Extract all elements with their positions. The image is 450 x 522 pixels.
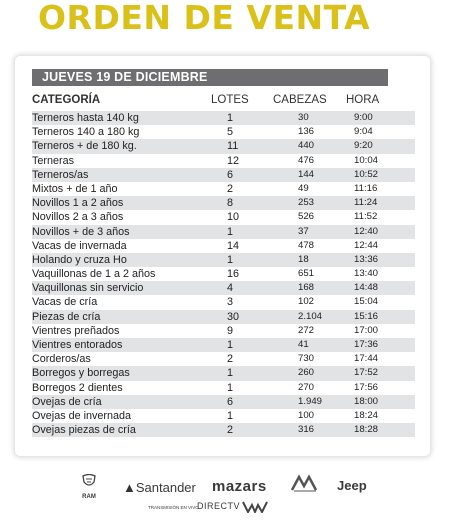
lotes-cell: 6 <box>227 168 234 181</box>
hora-cell: 9:20 <box>354 140 373 152</box>
schedule-table <box>32 111 415 437</box>
categoria-cell: Vacas de invernada <box>32 239 127 252</box>
lotes-cell: 5 <box>227 126 234 139</box>
ram-text: RAM <box>82 494 96 500</box>
table-row <box>32 423 415 437</box>
categoria-cell: Vientres preñados <box>32 324 120 337</box>
cabezas-cell: 100 <box>298 409 315 421</box>
m-brand-icon <box>290 474 320 492</box>
hora-cell: 15:16 <box>354 310 379 322</box>
lotes-cell: 1 <box>227 409 234 422</box>
table-row <box>32 338 415 352</box>
hora-cell: 10:04 <box>354 154 379 166</box>
hora-cell: 11:16 <box>354 182 378 194</box>
cabezas-cell: 102 <box>298 296 315 308</box>
cabezas-cell: 168 <box>298 282 315 294</box>
hora-cell: 18:00 <box>354 395 379 407</box>
categoria-cell: Ovejas piezas de cría <box>32 424 136 437</box>
cabezas-cell: 136 <box>298 126 315 138</box>
table-row <box>32 395 415 409</box>
lotes-cell: 10 <box>227 211 240 224</box>
table-row <box>32 168 415 182</box>
lotes-cell: 1 <box>227 339 234 351</box>
categoria-cell: Novillos 2 a 3 años <box>32 211 124 224</box>
cabezas-cell: 37 <box>298 225 309 237</box>
lotes-cell: 16 <box>227 268 240 281</box>
lotes-cell: 1 <box>227 112 234 124</box>
hora-cell: 10:52 <box>354 168 379 180</box>
table-row <box>32 139 415 153</box>
table-row <box>32 267 415 281</box>
table-row <box>32 324 415 338</box>
lotes-cell: 1 <box>227 253 234 266</box>
categoria-cell: Mixtos + de 1 año <box>32 182 118 195</box>
table-row <box>32 253 415 267</box>
categoria-cell: Vientres entorados <box>32 339 123 351</box>
cabezas-cell: 478 <box>298 239 315 251</box>
table-row <box>32 182 415 196</box>
cabezas-cell: 253 <box>298 197 315 209</box>
cabezas-cell: 316 <box>298 424 315 436</box>
w-brand-icon <box>242 501 268 513</box>
categoria-cell: Vacas de cría <box>32 296 98 309</box>
lotes-cell: 6 <box>227 395 234 408</box>
cabezas-cell: 651 <box>298 268 315 280</box>
sponsor-logos <box>0 470 450 522</box>
table-row <box>32 281 415 295</box>
categoria-cell: Terneros hasta 140 kg <box>32 112 139 124</box>
w-brand-logo <box>242 500 268 518</box>
categoria-cell: Novillos + de 3 años <box>32 225 130 238</box>
hora-cell: 11:24 <box>354 197 378 209</box>
header-categoria: CATEGORÍA <box>32 94 101 106</box>
table-row <box>32 196 415 210</box>
lotes-cell: 14 <box>227 239 240 252</box>
categoria-cell: Piezas de cría <box>32 310 101 323</box>
table-row <box>32 295 415 309</box>
hora-cell: 13:40 <box>354 268 379 280</box>
page-title: ORDEN DE VENTA <box>38 0 371 37</box>
categoria-cell: Terneros 140 a 180 kg <box>32 126 140 139</box>
table-row <box>32 154 415 168</box>
hora-cell: 17:52 <box>354 367 379 379</box>
lotes-cell: 12 <box>227 154 240 167</box>
transmision-text: TRANSMISIÓN EN VIVO <box>148 505 199 510</box>
cabezas-cell: 144 <box>298 168 315 180</box>
hora-cell: 14:48 <box>354 282 379 294</box>
cabezas-cell: 18 <box>298 253 309 265</box>
categoria-cell: Terneros + de 180 kg. <box>32 140 137 153</box>
categoria-cell: Vaquillonas de 1 a 2 años <box>32 268 156 281</box>
categoria-cell: Novillos 1 a 2 años <box>32 197 124 210</box>
categoria-cell: Terneras <box>32 154 75 167</box>
lotes-cell: 1 <box>227 381 234 394</box>
table-row <box>32 111 415 125</box>
table-row <box>32 210 415 224</box>
flame-icon: ▲ <box>123 480 136 495</box>
lotes-cell: 30 <box>227 310 240 323</box>
lotes-cell: 3 <box>227 296 234 309</box>
hora-cell: 17:44 <box>354 353 379 365</box>
cabezas-cell: 30 <box>298 112 309 123</box>
categoria-cell: Ovejas de cría <box>32 395 102 408</box>
hora-cell: 17:00 <box>354 324 379 336</box>
lotes-cell: 2 <box>227 182 234 195</box>
table-row <box>32 381 415 395</box>
cabezas-cell: 270 <box>298 381 315 393</box>
cabezas-cell: 730 <box>298 353 315 365</box>
header-cabezas: CABEZAS <box>273 94 327 106</box>
hora-cell: 18:28 <box>354 424 379 436</box>
cabezas-cell: 41 <box>298 339 309 350</box>
date-band: JUEVES 19 DE DICIEMBRE <box>32 69 388 86</box>
header-hora: HORA <box>346 94 380 106</box>
categoria-cell: Corderos/as <box>32 353 91 366</box>
hora-cell: 9:04 <box>354 126 373 138</box>
hora-cell: 12:44 <box>354 239 379 251</box>
cabezas-cell: 526 <box>298 211 315 223</box>
lotes-cell: 8 <box>227 197 234 210</box>
table-row <box>32 352 415 366</box>
jeep-logo: Jeep <box>337 478 367 493</box>
mazars-logo: mazars <box>212 478 267 495</box>
hora-cell: 13:36 <box>354 253 379 265</box>
categoria-cell: Borregos y borregas <box>32 367 130 380</box>
lotes-cell: 11 <box>227 140 239 153</box>
santander-text: Santander <box>135 480 196 495</box>
table-row <box>32 239 415 253</box>
cabezas-cell: 2.104 <box>298 310 323 322</box>
header-lotes: LOTES <box>211 94 249 106</box>
categoria-cell: Terneros/as <box>32 168 89 181</box>
hora-cell: 17:36 <box>354 339 379 350</box>
hora-cell: 15:04 <box>354 296 379 308</box>
ram-logo <box>80 474 98 500</box>
cabezas-cell: 440 <box>298 140 315 152</box>
cabezas-cell: 1.949 <box>298 395 323 407</box>
ram-head-icon <box>80 474 98 490</box>
m-brand-logo <box>290 474 320 497</box>
table-row <box>32 409 415 423</box>
table-row <box>32 366 415 380</box>
cabezas-cell: 260 <box>298 367 315 379</box>
table-row <box>32 225 415 239</box>
lotes-cell: 2 <box>227 424 234 437</box>
categoria-cell: Vaquillonas sin servicio <box>32 282 144 295</box>
table-row <box>32 125 415 139</box>
hora-cell: 17:56 <box>354 381 379 393</box>
lotes-cell: 9 <box>227 324 234 337</box>
table-row <box>32 310 415 324</box>
cabezas-cell: 272 <box>298 324 315 336</box>
categoria-cell: Borregos 2 dientes <box>32 381 123 394</box>
lotes-cell: 1 <box>227 367 234 380</box>
santander-logo <box>123 480 196 495</box>
hora-cell: 18:24 <box>354 409 379 421</box>
hora-cell: 9:00 <box>354 112 373 123</box>
lotes-cell: 1 <box>227 225 234 238</box>
categoria-cell: Ovejas de invernada <box>32 409 132 422</box>
hora-cell: 11:52 <box>354 211 378 223</box>
hora-cell: 12:40 <box>354 225 379 237</box>
categoria-cell: Holando y cruza Ho <box>32 253 127 266</box>
cabezas-cell: 49 <box>298 182 309 194</box>
lotes-cell: 2 <box>227 353 234 366</box>
cabezas-cell: 476 <box>298 154 315 166</box>
lotes-cell: 4 <box>227 282 234 295</box>
directv-logo: DIRECTV <box>197 501 241 511</box>
